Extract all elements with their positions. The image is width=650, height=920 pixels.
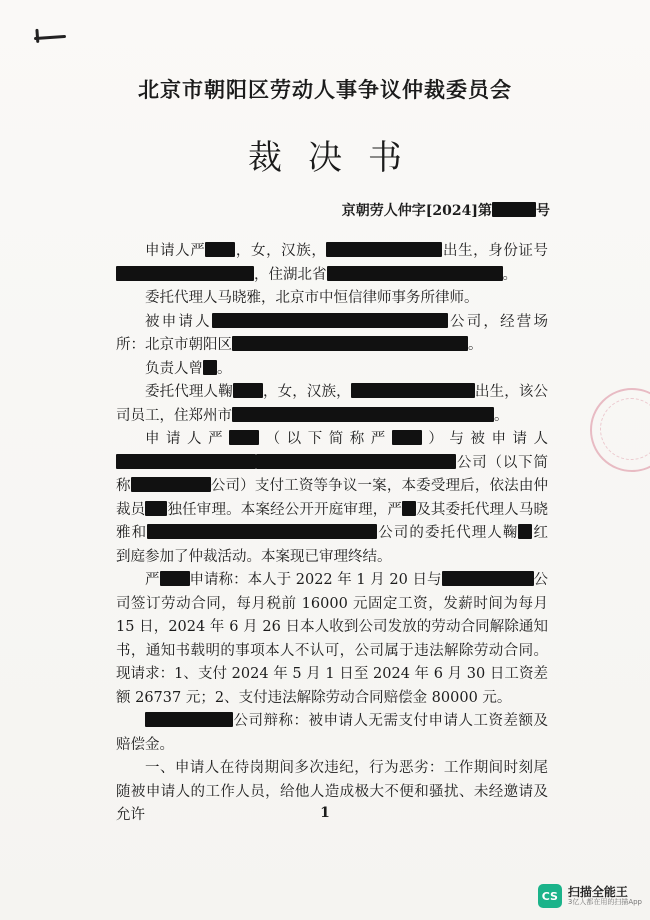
case-number: 京朝劳人仲字[2024]第 号 — [341, 203, 550, 219]
respondent-defense-paragraph: 公司辩称：被申请人无需支付申请人工资差额及赔偿金。 — [116, 713, 548, 753]
redaction-bar — [232, 336, 468, 351]
redaction-bar — [402, 501, 416, 516]
redaction-bar — [116, 454, 256, 469]
redaction-bar — [518, 524, 532, 539]
redaction-bar — [351, 383, 475, 398]
redaction-bar — [145, 712, 233, 727]
camscanner-logo-icon: CS — [538, 884, 562, 908]
scanner-watermark — [538, 884, 642, 908]
respondent-paragraph: 被申请人 公司，经营场所：北京市朝阳区 。 — [116, 313, 549, 353]
case-summary-paragraph: 申请人严 （以下简称严 ）与被申请人公司（以下简称 公司）支付工资等争议一案，本委受理后，依法由仲裁员 独任审理。本案经公开开庭审理，严 及其委托代理人马晓雅和 公司的委托代理人鞠 红到庭参加了仲裁活动。本案现已审理终结。 — [116, 431, 549, 565]
redaction-bar — [442, 571, 534, 586]
redaction-bar — [160, 571, 190, 586]
redaction-bar — [326, 242, 442, 257]
document-title: 裁决书 — [248, 138, 428, 178]
scanner-tagline: 3亿人都在用的扫描App — [567, 897, 642, 906]
responsible-person-paragraph: 负责人曾 。 — [145, 360, 232, 377]
document-body — [116, 240, 548, 828]
redaction-bar — [233, 383, 263, 398]
defense-point-one-paragraph: 一、申请人在待岗期间多次违纪，行为恶劣：工作期间时刻尾随被申请人的工作人员，给他人造成极大不便和骚扰、未经邀请及允许 — [116, 760, 548, 823]
redaction-bar — [145, 501, 167, 516]
redaction-bar — [212, 313, 448, 328]
redaction-bar — [232, 407, 494, 422]
redaction-bar — [131, 477, 211, 492]
scanner-app-name: 扫描全能王 — [567, 885, 628, 900]
stamp-seal-edge — [590, 388, 650, 472]
redaction-bar — [203, 360, 217, 375]
redaction-bar — [116, 266, 254, 281]
handwritten-margin-mark — [34, 35, 66, 40]
redaction-bar — [327, 266, 503, 281]
page-number: 1 — [320, 805, 330, 821]
respondent-agent-paragraph: 委托代理人鞠 ，女，汉族， 出生，该公司员工，住郑州市 。 — [116, 384, 549, 424]
applicant-agent-paragraph: 委托代理人马晓雅，北京市中恒信律师事务所律师。 — [145, 290, 479, 306]
applicant-paragraph: 申请人严 ，女，汉族， 出生，身份证号，住湖北省 。 — [116, 240, 548, 287]
redaction-bar — [205, 242, 235, 257]
redaction-bar — [492, 202, 536, 217]
organization-heading: 北京市朝阳区劳动人事争议仲裁委员会 — [138, 77, 512, 102]
redaction-bar — [147, 524, 377, 539]
redaction-bar — [229, 430, 259, 445]
redaction-bar — [392, 430, 422, 445]
redaction-bar — [256, 454, 456, 469]
applicant-claim-paragraph: 严 申请称：本人于 2022 年 1 月 20 日与 公司签订劳动合同，每月税前 16000 元固定工资，发薪时间为每月 15 日，2024 年 6 月 26 日本人收到公司发放的劳动合同解除通知书，通知书载明的事项本人不认可，公司属于违法解除劳动合同。现请求：1、支付 2024 年 5 月 1 日至 2024 年 6 月 30 日工资差额 26737 元；2、支付违法解除劳动合同赔偿金 80000 元。 — [116, 572, 549, 706]
